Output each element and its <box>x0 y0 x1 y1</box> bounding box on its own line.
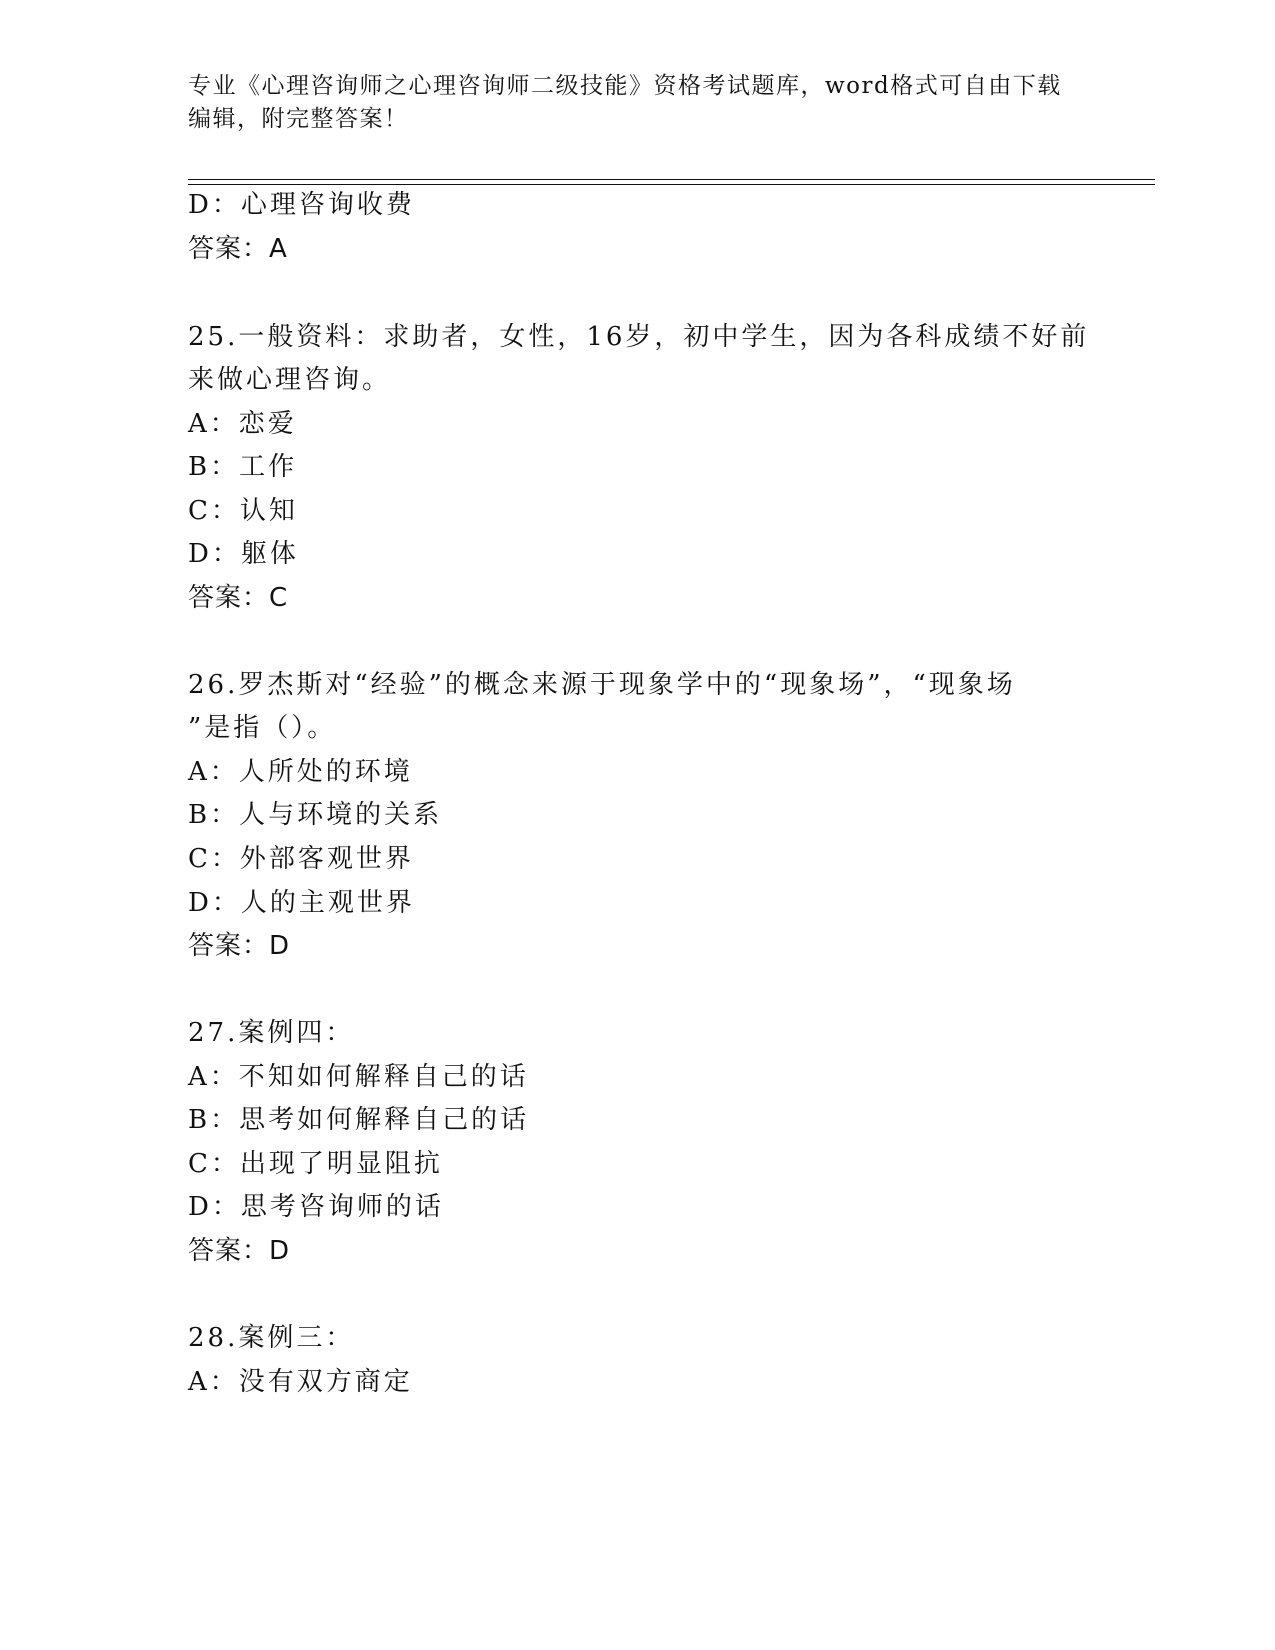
q27-option-d: D：思考咨询师的话 <box>188 1192 444 1222</box>
q25-option-c: C：认知 <box>188 496 298 526</box>
q27-answer: 答案：D <box>188 1236 291 1266</box>
q26-answer: 答案：D <box>188 931 291 961</box>
prev-option-d: D：心理咨询收费 <box>188 190 415 220</box>
q25-stem-line-1: 25.一般资料：求助者，女性，16岁，初中学生，因为各科成绩不好前 <box>188 322 1090 352</box>
header-line-1: 专业《心理咨询师之心理咨询师二级技能》资格考试题库，word格式可自由下载 <box>188 73 1062 99</box>
q26-stem-line-2: ”是指（）。 <box>188 713 337 743</box>
q28-stem-line-1: 28.案例三： <box>188 1323 355 1353</box>
q26-option-a: A：人所处的环境 <box>188 757 413 787</box>
q25-answer: 答案：C <box>188 583 289 613</box>
q25-stem-line-2: 来做心理咨询。 <box>188 365 392 395</box>
q25-option-d: D：躯体 <box>188 539 299 569</box>
q27-option-c: C：出现了明显阻抗 <box>188 1149 443 1179</box>
q26-option-c: C：外部客观世界 <box>188 844 414 874</box>
header-line-2: 编辑，附完整答案！ <box>188 106 409 132</box>
header-divider-top <box>188 179 1155 180</box>
q27-option-b: B：思考如何解释自己的话 <box>188 1105 530 1135</box>
q26-option-d: D：人的主观世界 <box>188 888 415 918</box>
q27-option-a: A：不知如何解释自己的话 <box>188 1062 529 1092</box>
q26-stem-line-1: 26.罗杰斯对“经验”的概念来源于现象学中的“现象场”，“现象场 <box>188 670 1016 700</box>
prev-answer: 答案：A <box>188 234 288 264</box>
q28-option-a: A：没有双方商定 <box>188 1367 413 1397</box>
q25-option-a: A：恋爱 <box>188 409 297 439</box>
q25-option-b: B：工作 <box>188 452 298 482</box>
q27-stem-line-1: 27.案例四： <box>188 1018 355 1048</box>
document-header <box>188 70 1088 136</box>
header-divider-bottom <box>188 184 1155 185</box>
q26-option-b: B：人与环境的关系 <box>188 800 443 830</box>
